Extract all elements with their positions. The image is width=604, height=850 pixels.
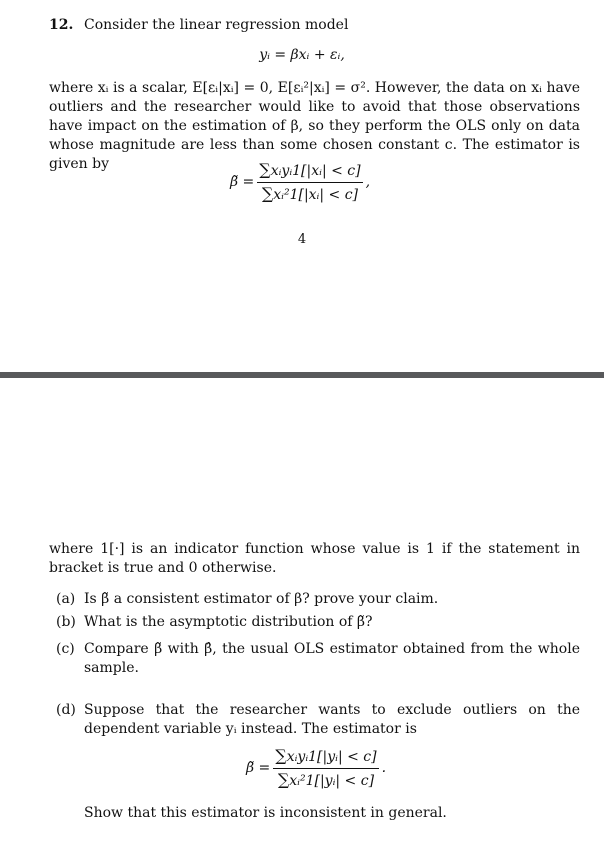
- estimator2-fraction: [273, 746, 378, 791]
- estimator2-lhs: β̃ =: [246, 760, 271, 776]
- question-label: (c): [56, 641, 75, 657]
- question-text: Is β̃ a consistent estimator of β? prove your claim.: [84, 591, 439, 607]
- question-text: What is the asymptotic distribution of β̃?: [84, 614, 373, 630]
- estimator-lhs: β̃ =: [230, 174, 255, 190]
- estimator-denominator: ∑xᵢ²1[|xᵢ| < c]: [261, 184, 359, 203]
- sum-symbol: ∑: [259, 160, 271, 179]
- sum-symbol: ∑: [277, 770, 290, 789]
- estimator2-equation: [246, 746, 386, 791]
- indicator-paragraph: where 1[·] is an indicator function whose value is 1 if the statement in bracket is true and 0 otherwise.: [49, 541, 580, 576]
- estimator-numerator: ∑xᵢyᵢ1[|xᵢ| < c]: [257, 160, 362, 183]
- assumptions-paragraph: where xᵢ is a scalar, E[εᵢ|xᵢ] = 0, E[εᵢ²|xᵢ] = σ². However, the data on xᵢ have outliers and the researcher would like to avoid that those observations have impact on the estimation of β, so they perform the OLS only on data whose magnitude are less than some chosen constant c. The estimator is given by: [49, 80, 580, 172]
- question-label: (b): [56, 614, 76, 630]
- closing-statement: Show that this estimator is inconsistent in general.: [84, 805, 447, 821]
- question-label: (d): [56, 702, 76, 718]
- page-5: [0, 378, 604, 850]
- page-4: [0, 0, 604, 372]
- sum-symbol: ∑: [261, 184, 274, 203]
- question-label: (a): [56, 591, 76, 607]
- question-text: Suppose that the researcher wants to exclude outliers on the dependent variable yᵢ instead. The estimator is: [84, 702, 580, 737]
- estimator2-numerator: ∑xᵢyᵢ1[|yᵢ| < c]: [273, 746, 378, 769]
- estimator2-denominator: ∑xᵢ²1[|yᵢ| < c]: [277, 770, 375, 789]
- page-number: 4: [297, 232, 307, 247]
- question-intro: Consider the linear regression model: [84, 17, 349, 33]
- sum-symbol: ∑: [275, 746, 287, 765]
- model-equation: yᵢ = βxᵢ + εᵢ,: [259, 47, 345, 63]
- estimator-trail: ,: [365, 174, 371, 190]
- question-number: 12.: [49, 17, 74, 33]
- estimator2-trail: .: [381, 760, 387, 776]
- estimator-equation: [230, 160, 370, 205]
- estimator-fraction: [257, 160, 362, 205]
- question-text: Compare β̃ with β̂, the usual OLS estimator obtained from the whole sample.: [84, 641, 580, 676]
